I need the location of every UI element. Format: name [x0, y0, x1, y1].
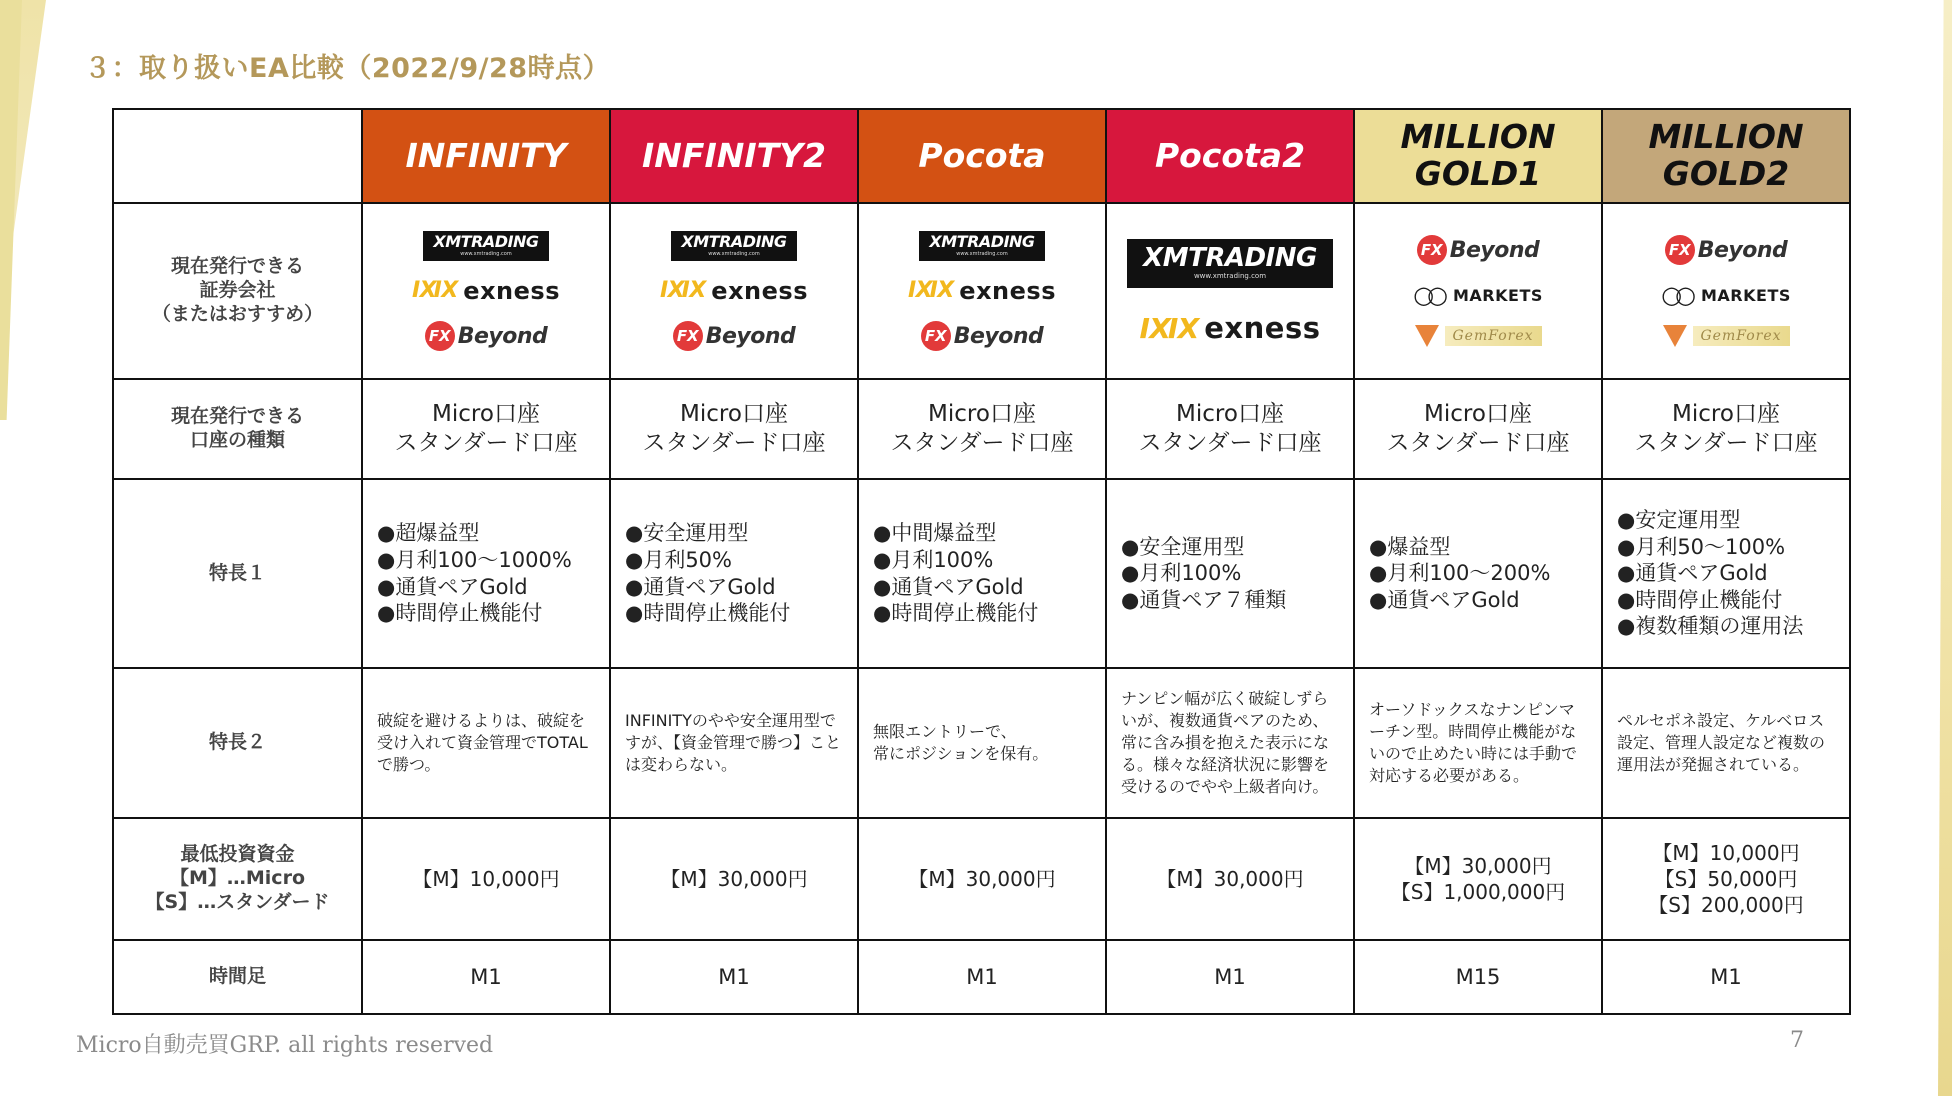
row-label-cell: [113, 668, 362, 818]
feature-item: ●爆益型: [1369, 534, 1451, 559]
row-label-cell: [113, 203, 362, 379]
table-row-min-capital: [113, 818, 1850, 940]
header-infinity: [362, 109, 610, 203]
account-types: Micro口座 スタンダード口座: [394, 401, 578, 456]
timeframe-cell: [858, 940, 1106, 1014]
min-capital-value: 【M】30,000円: [660, 867, 808, 891]
gemforex-logo: GemForex: [1663, 325, 1790, 347]
exness-logo: ⅨⅨ exness: [411, 277, 560, 305]
min-capital-cell: [858, 818, 1106, 940]
feature-item: ●通貨ペアGold: [377, 574, 528, 599]
feature-item: ●通貨ペアGold: [625, 574, 776, 599]
feature-item: ●月利100～200%: [1369, 561, 1551, 586]
row-label-timeframe: 時間足: [208, 965, 266, 988]
row-label-min-capital: 最低投資資金 【M】…Micro 【S】…スタンダード: [145, 843, 330, 913]
feature-item: ●中間爆益型: [873, 521, 997, 546]
header-pocota2: [1106, 109, 1354, 203]
header-infinity2: [610, 109, 858, 203]
feature1-list: [859, 520, 1105, 627]
feature2-cell: [1354, 668, 1602, 818]
feature-item: ●通貨ペアGold: [1369, 587, 1520, 612]
feature2-description: ナンピン幅が広く破綻しずらいが、複数通貨ペアのため、常に含み損を抱えた表示になる。様々な経済状況に影響を受けるのでやや上級者向け。: [1121, 688, 1330, 797]
row-label-cell: [113, 379, 362, 479]
brokers-cell: [362, 203, 610, 379]
min-capital-value: 【M】30,000円: [1156, 867, 1304, 891]
xmtrading-logo: XMTRADING www.xmtrading.com: [1127, 239, 1333, 288]
table-row-feature1: [113, 479, 1850, 668]
timeframe-value: M1: [718, 965, 750, 989]
feature2-description: オーソドックスなナンピンマーチン型。時間停止機能がないので止めたい時には手動で対応する必要がある。: [1369, 699, 1578, 786]
min-capital-value: 【M】10,000円: [412, 867, 560, 891]
exness-icon: ⅨⅨ: [659, 278, 704, 303]
ea-name: MILLION GOLD2: [1648, 117, 1804, 193]
ea-name: MILLION GOLD1: [1400, 117, 1556, 193]
feature1-cell: [1354, 479, 1602, 668]
xmtrading-logo: XMTRADING www.xmtrading.com: [919, 231, 1044, 261]
exness-icon: ⅨⅨ: [1139, 311, 1197, 345]
feature1-cell: [610, 479, 858, 668]
account-cell: [1106, 379, 1354, 479]
feature2-description: INFINITYのやや安全運用型ですが、【資金管理で勝つ】ことは変わらない。: [625, 710, 842, 775]
page-number: 7: [1790, 1028, 1804, 1053]
feature-item: ●通貨ペアGold: [873, 574, 1024, 599]
table-row-account-types: [113, 379, 1850, 479]
account-types: Micro口座 スタンダード口座: [890, 401, 1074, 456]
row-label-account: 現在発行できる 口座の種類: [170, 405, 304, 451]
feature2-cell: [1106, 668, 1354, 818]
exness-icon: ⅨⅨ: [411, 278, 456, 303]
feature2-cell: [610, 668, 858, 818]
decorative-gold-stripe-left: [0, 0, 22, 420]
feature1-list: [363, 520, 609, 627]
timeframe-value: M1: [1214, 965, 1246, 989]
feature2-description: ペルセポネ設定、ケルベロス設定、管理人設定など複数の運用法が発掘されている。: [1617, 710, 1826, 775]
header-million-gold1: [1354, 109, 1602, 203]
account-cell: [1602, 379, 1850, 479]
header-corner-cell: [113, 109, 362, 203]
ea-name: INFINITY: [405, 135, 567, 175]
fxbeyond-logo: FX Beyond: [921, 321, 1044, 351]
feature-item: ●安全運用型: [1121, 534, 1245, 559]
feature2-description: 破綻を避けるよりは、破綻を受け入れて資金管理でTOTALで勝つ。: [377, 710, 588, 775]
feature-item: ●月利100%: [1121, 561, 1242, 586]
timeframe-value: M1: [966, 965, 998, 989]
xmtrading-logo: XMTRADING www.xmtrading.com: [423, 231, 548, 261]
fxbeyond-logo: FX Beyond: [673, 321, 796, 351]
gemforex-logo: GemForex: [1415, 325, 1542, 347]
timeframe-cell: [1602, 940, 1850, 1014]
exness-logo: ⅨⅨ exness: [659, 277, 808, 305]
exness-icon: ⅨⅨ: [907, 278, 952, 303]
table-row-brokers: [113, 203, 1850, 379]
exness-logo: ⅨⅨ exness: [1139, 311, 1321, 345]
feature-item: ●月利50%: [625, 547, 732, 572]
table-header-row: [113, 109, 1850, 203]
feature2-cell: [362, 668, 610, 818]
feature-item: ●時間停止機能付: [873, 601, 1039, 626]
row-label-feature1: 特長１: [208, 561, 266, 584]
timeframe-cell: [362, 940, 610, 1014]
fx-icon: FX: [425, 321, 455, 351]
account-cell: [610, 379, 858, 479]
min-capital-cell: [610, 818, 858, 940]
account-cell: [1354, 379, 1602, 479]
timeframe-value: M1: [1710, 965, 1742, 989]
ea-comparison-table: [112, 108, 1851, 1015]
brokers-cell: [1602, 203, 1850, 379]
feature-item: ●月利50～100%: [1617, 534, 1786, 559]
feature-item: ●安定運用型: [1617, 507, 1741, 532]
infinity-loop-icon: ○○: [1661, 281, 1689, 309]
ea-name: Pocota: [918, 135, 1046, 175]
ea-name: INFINITY2: [642, 135, 826, 175]
account-cell: [858, 379, 1106, 479]
gem-icon: [1415, 325, 1439, 347]
fx-icon: FX: [673, 321, 703, 351]
feature1-list: [1603, 507, 1849, 640]
oo-markets-logo: ○○ MARKETS: [1413, 281, 1543, 309]
fxbeyond-logo: FX Beyond: [425, 321, 548, 351]
feature-item: ●時間停止機能付: [377, 601, 543, 626]
brokers-cell: [858, 203, 1106, 379]
slide-title: ３：取り扱いEA比較（2022/9/28時点）: [84, 53, 611, 84]
timeframe-value: M15: [1455, 965, 1501, 989]
min-capital-cell: [1106, 818, 1354, 940]
min-capital-value: 【M】10,000円 【S】50,000円 【S】200,000円: [1648, 841, 1804, 917]
xmtrading-logo: XMTRADING www.xmtrading.com: [671, 231, 796, 261]
account-types: Micro口座 スタンダード口座: [1386, 401, 1570, 456]
header-million-gold2: [1602, 109, 1850, 203]
gem-icon: [1663, 325, 1687, 347]
feature1-cell: [362, 479, 610, 668]
feature2-description: 無限エントリーで、 常にポジションを保有。: [873, 721, 1049, 763]
min-capital-cell: [362, 818, 610, 940]
timeframe-cell: [1354, 940, 1602, 1014]
min-capital-value: 【M】30,000円 【S】1,000,000円: [1390, 854, 1566, 904]
row-label-cell: [113, 479, 362, 668]
feature2-cell: [858, 668, 1106, 818]
feature2-cell: [1602, 668, 1850, 818]
feature-item: ●月利100%: [873, 547, 994, 572]
feature1-cell: [1106, 479, 1354, 668]
footer-copyright: Micro自動売買GRP. all rights reserved: [76, 1033, 494, 1058]
timeframe-value: M1: [470, 965, 502, 989]
table-row-timeframe: [113, 940, 1850, 1014]
feature-item: ●超爆益型: [377, 521, 480, 546]
feature-item: ●時間停止機能付: [1617, 587, 1783, 612]
fx-icon: FX: [1417, 235, 1447, 265]
min-capital-value: 【M】30,000円: [908, 867, 1056, 891]
fxbeyond-logo: FX Beyond: [1417, 235, 1540, 265]
oo-markets-logo: ○○ MARKETS: [1661, 281, 1791, 309]
feature1-list: [1355, 534, 1601, 614]
min-capital-cell: [1354, 818, 1602, 940]
header-pocota: [858, 109, 1106, 203]
row-label-brokers: 現在発行できる 証券会社 （またはおすすめ）: [151, 255, 324, 325]
brokers-cell: [1106, 203, 1354, 379]
brokers-cell: [1354, 203, 1602, 379]
decorative-gold-stripe-right: [1938, 0, 1952, 1096]
feature1-list: [611, 520, 857, 627]
ea-name: Pocota2: [1154, 135, 1306, 175]
fxbeyond-logo: FX Beyond: [1665, 235, 1788, 265]
feature1-list: [1107, 534, 1353, 614]
feature1-cell: [1602, 479, 1850, 668]
account-types: Micro口座 スタンダード口座: [1634, 401, 1818, 456]
infinity-loop-icon: ○○: [1413, 281, 1441, 309]
fx-icon: FX: [921, 321, 951, 351]
exness-logo: ⅨⅨ exness: [907, 277, 1056, 305]
feature-item: ●安全運用型: [625, 521, 749, 546]
row-label-feature2: 特長２: [208, 731, 266, 754]
table-row-feature2: [113, 668, 1850, 818]
timeframe-cell: [1106, 940, 1354, 1014]
feature-item: ●通貨ペアGold: [1617, 561, 1768, 586]
brokers-cell: [610, 203, 858, 379]
feature-item: ●月利100～1000%: [377, 547, 572, 572]
feature1-cell: [858, 479, 1106, 668]
account-cell: [362, 379, 610, 479]
min-capital-cell: [1602, 818, 1850, 940]
feature-item: ●時間停止機能付: [625, 601, 791, 626]
account-types: Micro口座 スタンダード口座: [1138, 401, 1322, 456]
fx-icon: FX: [1665, 235, 1695, 265]
account-types: Micro口座 スタンダード口座: [642, 401, 826, 456]
feature-item: ●通貨ペア７種類: [1121, 587, 1287, 612]
row-label-cell: [113, 818, 362, 940]
row-label-cell: [113, 940, 362, 1014]
timeframe-cell: [610, 940, 858, 1014]
feature-item: ●複数種類の運用法: [1617, 614, 1804, 639]
